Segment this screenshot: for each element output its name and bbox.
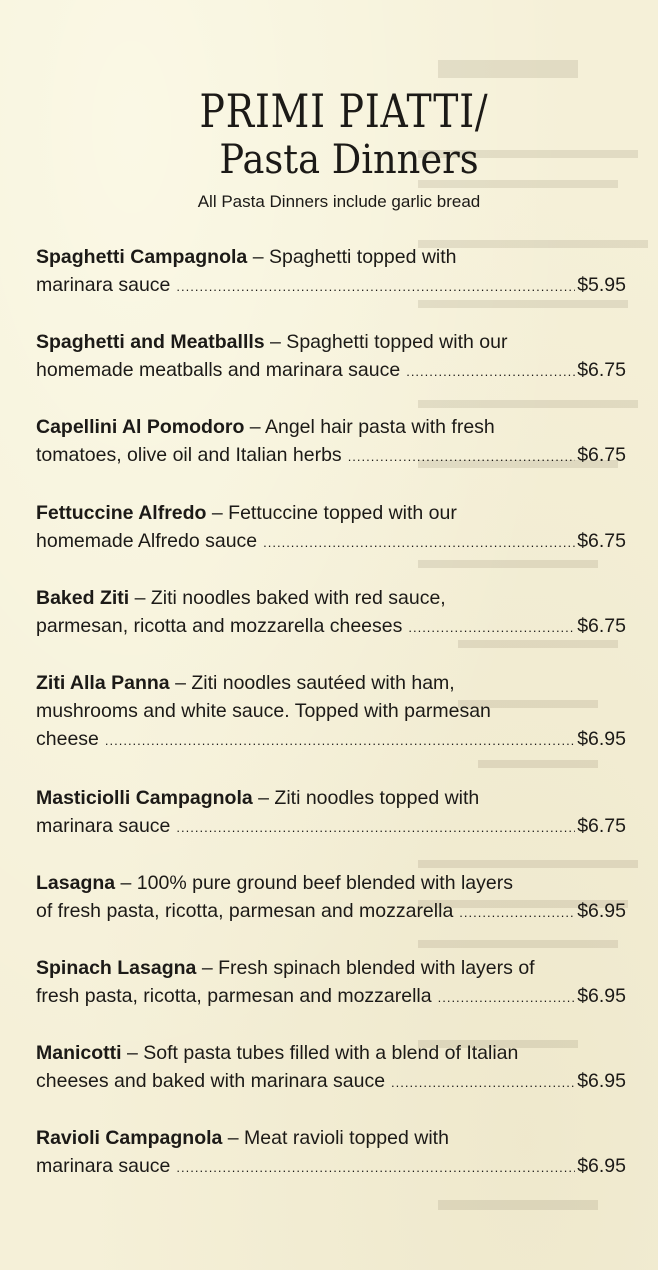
menu-item-name: Masticiolli Campagnola (36, 787, 253, 809)
menu-item-first-line (36, 784, 626, 812)
dot-leader (176, 273, 575, 301)
garlic-bread-note: All Pasta Dinners include garlic bread (197, 192, 481, 211)
menu-item-price-line (36, 982, 626, 1012)
menu-item-name: Spinach Lasagna (36, 957, 197, 979)
menu-header (0, 86, 658, 212)
menu-item-description: mushrooms and white sauce. Topped with parmesan (36, 700, 491, 722)
dot-leader (263, 529, 575, 557)
menu-item-description: – Ziti noodles sautéed with ham, (175, 672, 455, 694)
menu-item-description: – Angel hair pasta with fresh (249, 416, 495, 438)
menu-item-description: – Spaghetti topped with (252, 246, 457, 268)
menu-item-description: of fresh pasta, ricotta, parmesan and mozzarella (36, 900, 454, 922)
menu-item (36, 954, 626, 1012)
menu-item-description: – Spaghetti topped with our (270, 331, 508, 353)
dot-leader (459, 899, 575, 927)
menu-item-price: $6.95 (577, 900, 626, 922)
menu-item-description: – Fresh spinach blended with layers of (201, 957, 535, 979)
menu-item-name: Spaghetti Campagnola (36, 246, 248, 268)
menu-item-price-line (36, 1152, 626, 1182)
menu-item-price-line (36, 271, 626, 301)
dot-leader (391, 1069, 575, 1097)
menu-item-price: $6.75 (577, 615, 626, 637)
dot-leader (406, 358, 575, 386)
menu-item-name: Manicotti (36, 1042, 122, 1064)
menu-item-first-line (36, 584, 626, 612)
dot-leader (438, 984, 576, 1012)
menu-item-description: tomatoes, olive oil and Italian herbs (36, 444, 342, 466)
menu-item (36, 413, 626, 471)
menu-item-price-line (36, 356, 626, 386)
menu-item-description: cheeses and baked with marinara sauce (36, 1070, 386, 1092)
menu-item-first-line (36, 243, 626, 271)
menu-item-description: homemade meatballs and marinara sauce (36, 359, 401, 381)
menu-item-price-line (36, 897, 626, 927)
menu-item (36, 584, 626, 642)
menu-item (36, 1039, 626, 1097)
menu-item-price-line (36, 441, 626, 471)
menu-item-price: $6.75 (577, 815, 626, 837)
menu-item-description: – Fettuccine topped with our (211, 502, 457, 524)
dot-leader (408, 614, 575, 642)
dot-leader (348, 443, 576, 471)
menu-item-name: Baked Ziti (36, 587, 130, 609)
dot-leader (105, 727, 575, 755)
menu-item-price-line (36, 612, 626, 642)
menu-item-price-line (36, 527, 626, 557)
menu-item-first-line (36, 413, 626, 441)
dot-leader (176, 814, 575, 842)
menu-item-price-line (36, 725, 626, 755)
menu-item-description: parmesan, ricotta and mozzarella cheeses (36, 615, 403, 637)
menu-item-description: marinara sauce (36, 1155, 171, 1177)
menu-item (36, 1124, 626, 1182)
menu-item-price: $5.95 (577, 274, 626, 296)
menu-item (36, 869, 626, 927)
menu-item-price-line (36, 1067, 626, 1097)
menu-item-description: – Soft pasta tubes filled with a blend of Italian (127, 1042, 519, 1064)
menu-item-description: cheese (36, 728, 99, 750)
menu-item-price: $6.95 (577, 728, 626, 750)
menu-item (36, 669, 626, 755)
menu-item-first-line (36, 954, 626, 982)
section-title: PRIMI PIATTI/ (199, 84, 489, 138)
menu-item-name: Lasagna (36, 872, 116, 894)
menu-item-price: $6.95 (577, 1070, 626, 1092)
menu-item-name: Capellini Al Pomodoro (36, 416, 245, 438)
menu-item (36, 243, 626, 301)
menu-item-description: – 100% pure ground beef blended with layers (120, 872, 513, 894)
menu-item-name: Fettuccine Alfredo (36, 502, 207, 524)
dot-leader (176, 1154, 575, 1182)
menu-item (36, 328, 626, 386)
menu-item-description: marinara sauce (36, 274, 171, 296)
menu-item-first-line (36, 869, 626, 897)
menu-item-first-line (36, 499, 626, 527)
menu-item-description: – Ziti noodles baked with red sauce, (134, 587, 446, 609)
menu-item-description: fresh pasta, ricotta, parmesan and mozzarella (36, 985, 432, 1007)
menu-item (36, 784, 626, 842)
menu-item-price: $6.95 (577, 1155, 626, 1177)
menu-item-price: $6.95 (577, 985, 626, 1007)
menu-item-description: homemade Alfredo sauce (36, 530, 258, 552)
menu-item-name: Ravioli Campagnola (36, 1127, 223, 1149)
menu-item-description: – Meat ravioli topped with (227, 1127, 449, 1149)
menu-item-price-line (36, 812, 626, 842)
menu-item-first-line (36, 1039, 626, 1067)
menu-item-price: $6.75 (577, 444, 626, 466)
menu-item-first-line (36, 669, 626, 697)
section-subtitle-title: Pasta Dinners (219, 137, 479, 183)
menu-item-price: $6.75 (577, 530, 626, 552)
menu-item-description: marinara sauce (36, 815, 171, 837)
menu-item-name: Ziti Alla Panna (36, 672, 170, 694)
menu-item-first-line (36, 1124, 626, 1152)
menu-item-name: Spaghetti and Meatballls (36, 331, 265, 353)
menu-item (36, 499, 626, 557)
menu-item-description: – Ziti noodles topped with (258, 787, 480, 809)
menu-item-price: $6.75 (577, 359, 626, 381)
menu-item-first-line (36, 328, 626, 356)
